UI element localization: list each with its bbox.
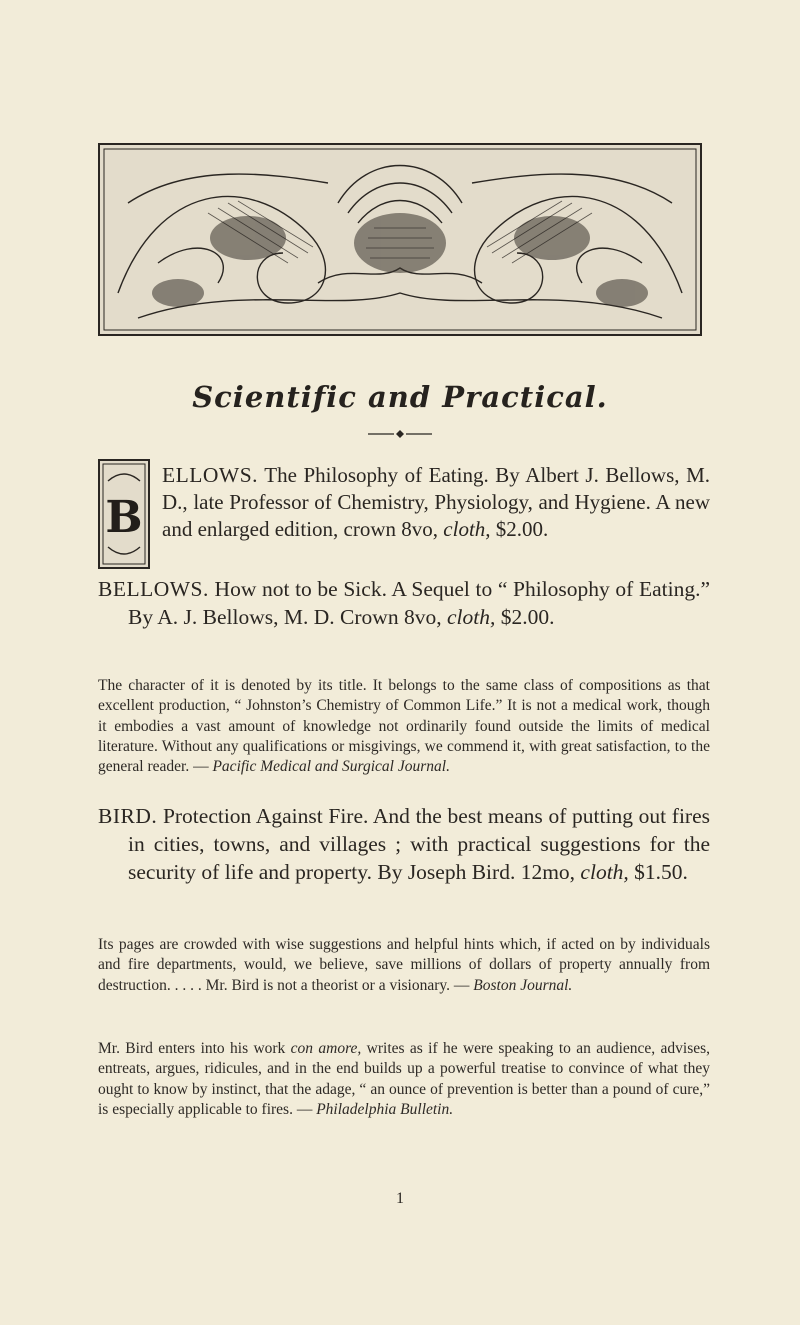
diamond-rule-icon [368, 429, 432, 439]
review-source: Philadelphia Bulletin. [316, 1100, 454, 1118]
review-source: Pacific Medical and Surgical Journal. [212, 758, 450, 776]
section-title: Scientific and Practical. [192, 380, 608, 414]
ornamental-initial-icon [98, 459, 150, 569]
page-number: 1 [396, 1190, 404, 1207]
entry-text [162, 462, 710, 543]
book-details: Protection Against Fire. And the best means of putting out fires in cities, towns, and villages ; with practical suggestions for the security of life and property. By Joseph Bird. 12mo, [128, 804, 711, 884]
entry-text [98, 802, 710, 886]
price: $2.00. [500, 605, 555, 629]
review-quote [98, 935, 710, 996]
review-quote [98, 1039, 710, 1120]
price: $2.00. [495, 517, 549, 541]
engraved-headpiece-icon [98, 143, 702, 336]
book-details: By Albert J. Bellows, M. D., late Professor of Chemistry, Physiology, and Hygiene. A new and enlarged edition, crown 8vo, [162, 463, 711, 541]
review-text: The character of it is denoted by its title. It belongs to the same class of compositions as that excellent production, “ Johnston’s Chemistry of Common Life.” It is not a medical work, though it embodies a vast amount of knowledge not ordinarily found outside the limits of medical literature. Without any qualifications or misgivings, we commend it, with great satisfaction, to the general reader. — [98, 677, 710, 776]
review-text: Its pages are crowded with wise suggestions and helpful hints which, if acted on by individuals and fire departments, would, we believe, save millions of dollars of property annually from destruction. . . . . Mr. Bird is not a theorist or a visionary. — [98, 936, 710, 994]
author-name: BELLOWS. [98, 577, 209, 601]
review-italic-phrase: con amore, [290, 1040, 362, 1057]
review-source: Boston Journal. [473, 976, 573, 994]
review-quote [98, 676, 710, 777]
binding: cloth, [443, 517, 491, 541]
book-details: How not to be Sick. A Sequel to “ Philosophy of Eating.” By A. J. Bellows, M. D. Crown 8vo, [128, 577, 710, 629]
binding: cloth, [580, 860, 629, 884]
book-title: The Philosophy of Eating. [264, 463, 489, 487]
book-entry [98, 802, 710, 886]
svg-text:B: B [105, 492, 143, 543]
entry-text [98, 575, 710, 631]
binding: cloth, [446, 605, 496, 629]
author-name: BIRD. [98, 804, 158, 828]
review-text: writes as if he were speaking to an audience, advises, entreats, argues, ridicules, and in the end builds up a powerful treatise to convince of what they ought to know by instinct, that the adage, “ an ounce of prevention is better than a pound of cure,” is especially applicable to fires. — [98, 1040, 711, 1118]
price: $1.50. [634, 860, 688, 884]
book-entry [98, 575, 710, 631]
book-entry [162, 462, 710, 543]
review-text: Mr. Bird enters into his work [98, 1040, 286, 1057]
author-name: ELLOWS. [162, 463, 259, 487]
